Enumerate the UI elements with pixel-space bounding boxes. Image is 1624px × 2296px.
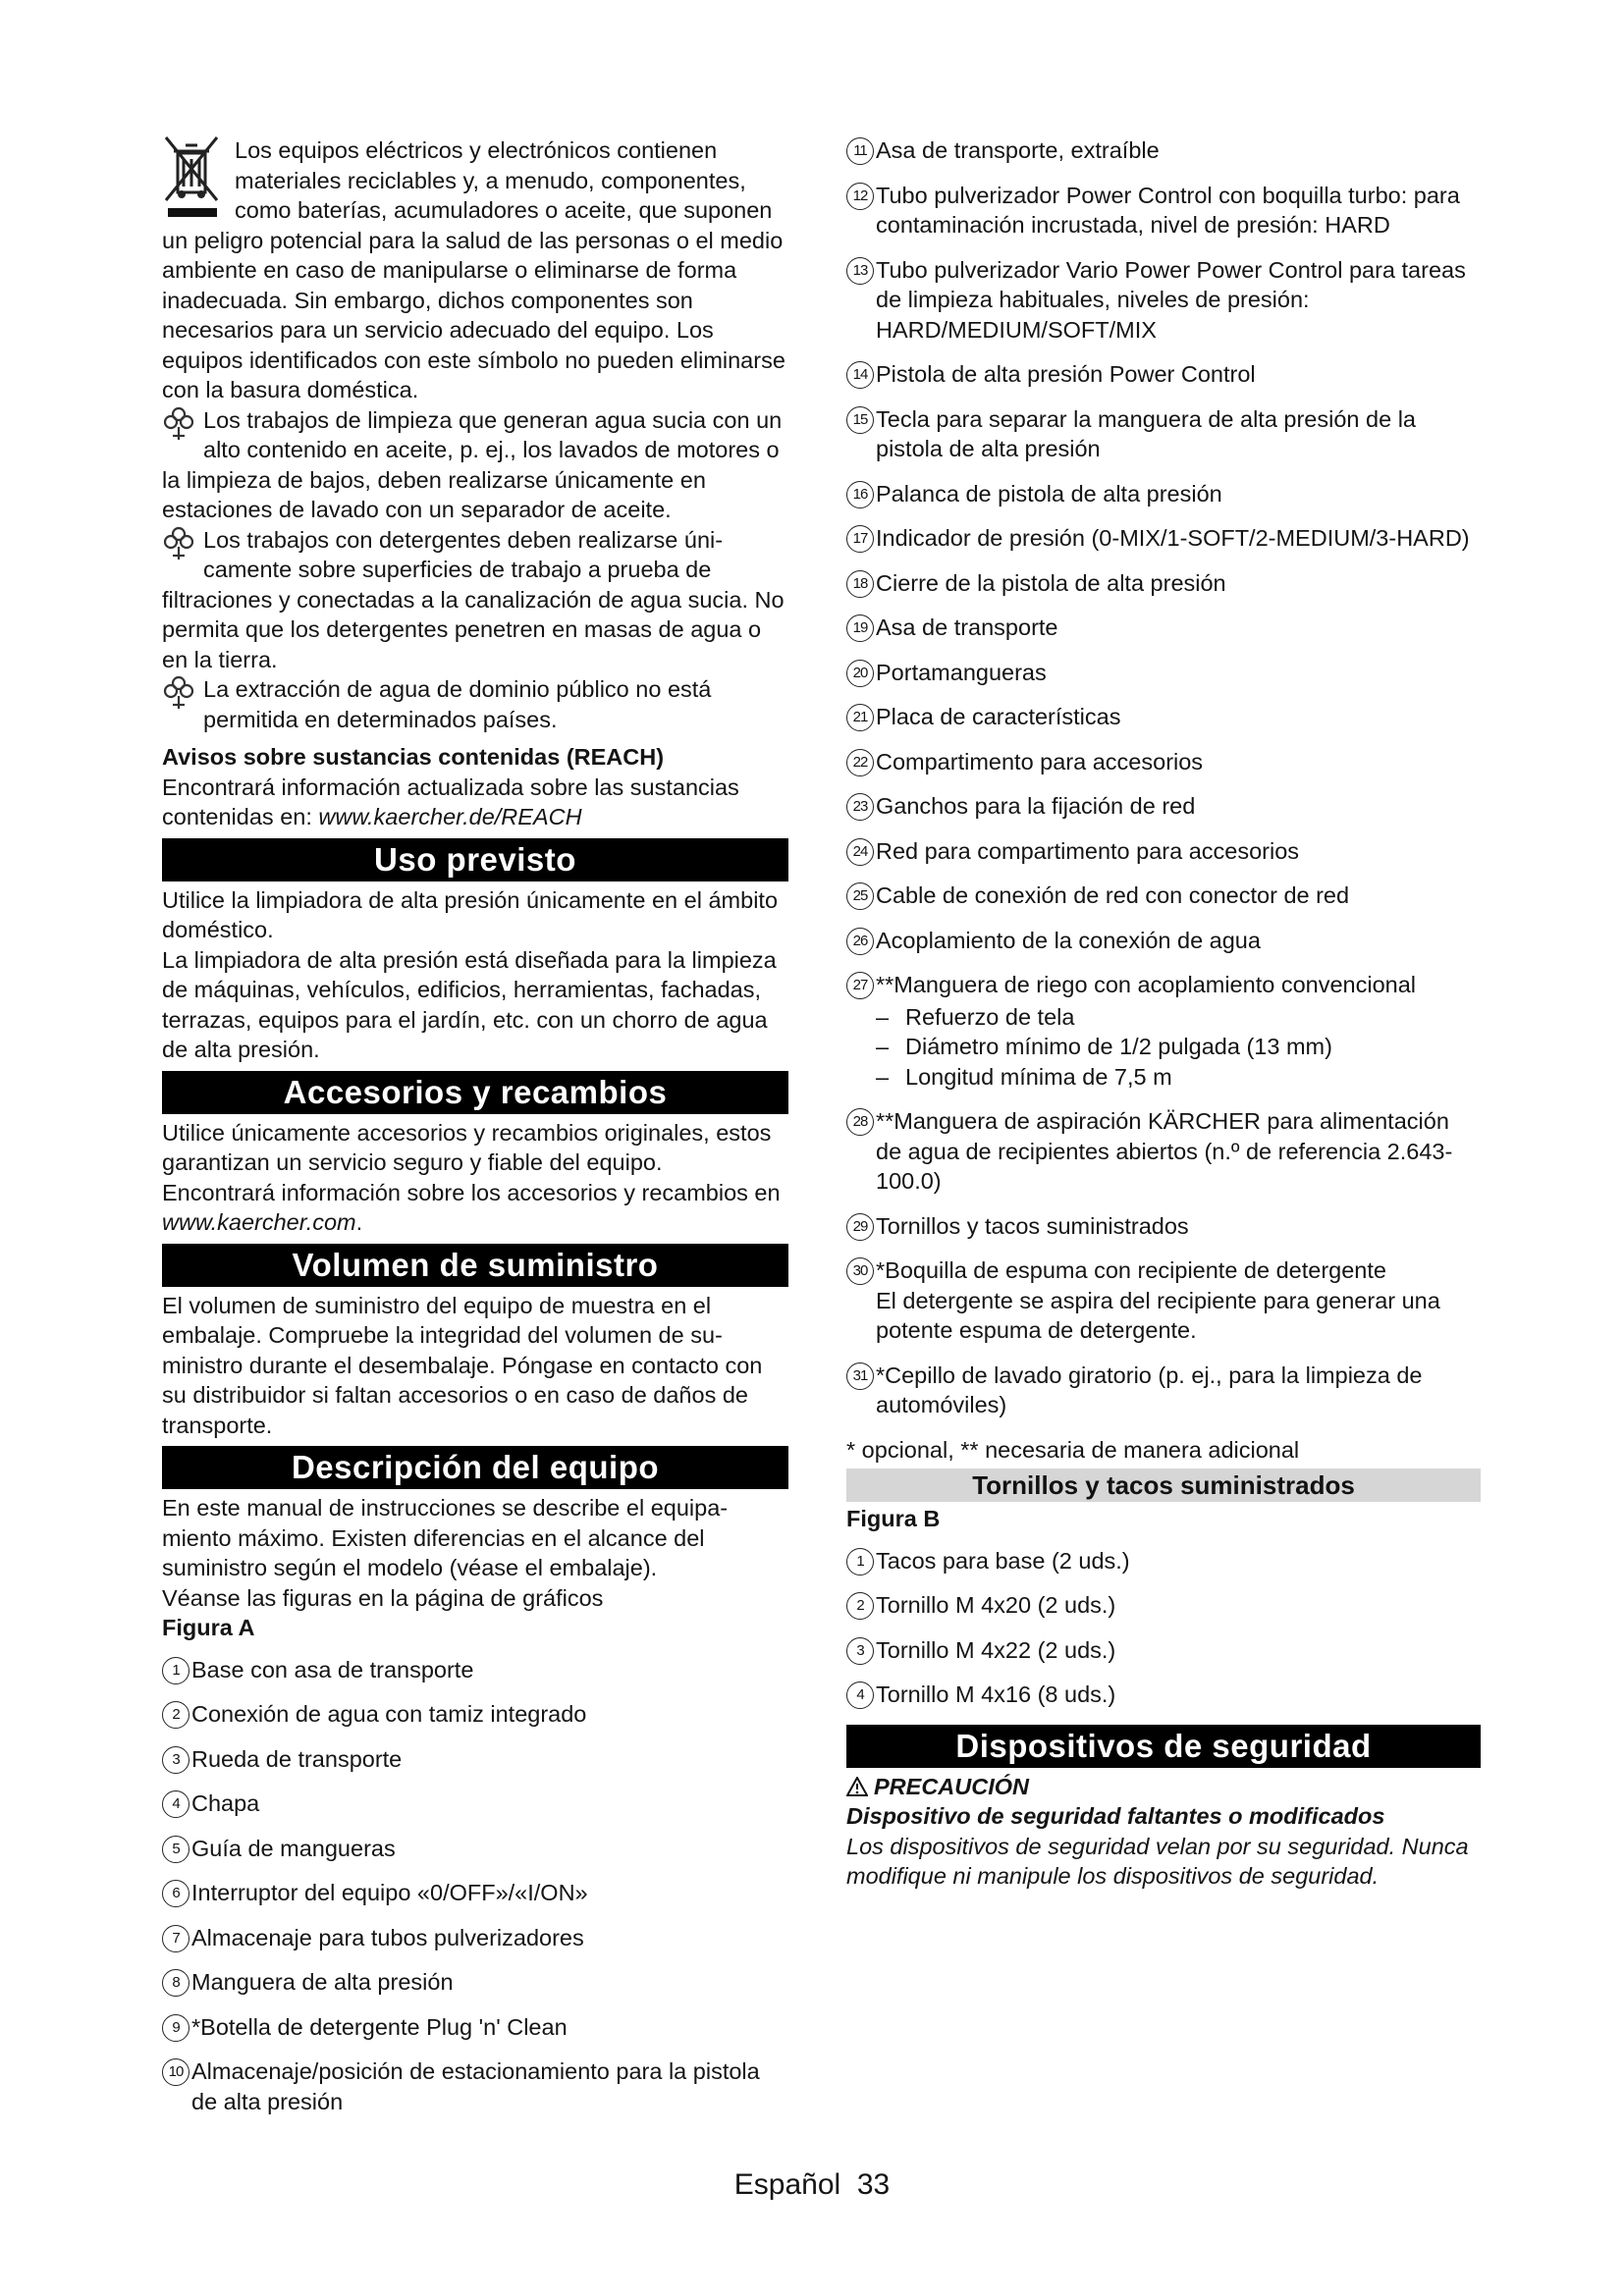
list-item: 4 Chapa <box>162 1789 788 1819</box>
uso-p2: La limpiadora de alta presión está diseñada para la limpieza de máquinas, vehículos, edificios, herramientas, fachadas, terrazas, equipos para el jardín, etc. con un chorro de agua de alta presión. <box>162 946 777 1062</box>
reach-link[interactable]: www.kaercher.de/REACH <box>318 804 582 829</box>
list-item: 12 Tubo pulverizador Power Control con boquilla turbo: para contaminación incrustada, nivel de presión: HARD <box>846 181 1481 240</box>
figure-b-list <box>846 1546 1481 1710</box>
list-item: 29 Tornillos y tacos suministrados <box>846 1211 1481 1242</box>
figure-b-label: Figura B <box>846 1506 941 1531</box>
desc-p2: Véanse las figuras en la página de gráficos <box>162 1584 604 1611</box>
list-item: 3 Tornillo M 4x22 (2 uds.) <box>846 1635 1481 1666</box>
subheading-tornillos: Tornillos y tacos suministrados <box>846 1468 1481 1502</box>
list-item: 11 Asa de transporte, extraíble <box>846 135 1481 166</box>
uso-p1: Utilice la limpiadora de alta presión únicamente en el ámbito doméstico. <box>162 886 779 942</box>
list-item: 15 Tecla para separar la manguera de alta presión de la pistola de alta presión <box>846 404 1481 464</box>
item-number: 8 <box>162 1969 189 1997</box>
requirement-item: – Longitud mínima de 7,5 m <box>876 1062 1481 1093</box>
page-footer: Español 33 <box>733 2168 891 2201</box>
item-number: 4 <box>846 1682 874 1709</box>
list-item: 23 Ganchos para la fijación de red <box>846 791 1481 822</box>
item-number: 2 <box>162 1701 189 1729</box>
list-item: 6 Interruptor del equipo «0/OFF»/«I/ON» <box>162 1878 788 1908</box>
item-number: 30 <box>846 1257 874 1285</box>
kaercher-link[interactable]: www.kaercher.com <box>162 1209 356 1235</box>
item-number: 28 <box>846 1108 874 1136</box>
reach-text: Encontrará información actualizada sobre las sustancias contenidas en: www.kaercher.de/REACH <box>162 774 739 829</box>
env-note-oil-text: Los trabajos de limpieza que generan agua sucia con un alto contenido en aceite, p. ej., los lavados de motores o la limpieza de bajos, deben realizarse únicamente en estaciones de lavado con un separador de aceite. <box>162 406 783 522</box>
env-note-water <box>162 674 788 734</box>
list-item: 21 Placa de características <box>846 702 1481 732</box>
item-number: 13 <box>846 257 874 285</box>
env-note-detergent-text: Los trabajos con detergentes deben realizarse únicamente sobre superficies de trabajo a prueba de filtraciones y conectadas a la canalización de agua sucia. No permita que los detergentes penetren en masas de agua o en la tierra. <box>162 526 785 672</box>
item-number: 12 <box>846 183 874 210</box>
weee-text: Los equipos eléctricos y electrónicos contienen materiales reciclables y, a menudo, componentes, como baterías, acumuladores o aceite, que suponen un peligro potencial para la salud de las personas o el medio ambiente en caso de manipularse o eliminarse de forma inadecuada. Sin embargo, dichos componentes son necesarios para un servicio adecuado del equipo. Los equipos identificados con este símbolo no pueden eliminarse con la basura doméstica. <box>162 137 785 402</box>
list-item: 2 Tornillo M 4x20 (2 uds.) <box>846 1590 1481 1621</box>
item-number: 21 <box>846 704 874 731</box>
environment-leaf-icon <box>162 674 195 712</box>
list-item: 10 Almacenaje/posición de estacionamiento para la pistola de alta presión <box>162 2056 788 2116</box>
item-number: 24 <box>846 838 874 866</box>
list-item: 22 Compartimento para accesorios <box>846 747 1481 777</box>
list-item: 2 Conexión de agua con tamiz integrado <box>162 1699 788 1730</box>
right-column <box>846 135 1481 1892</box>
list-item: 1 Base con asa de transporte <box>162 1655 788 1685</box>
list-item: 28 **Manguera de aspiración KÄRCHER para alimentación de agua de recipientes abiertos (n.º de referencia 2.643-100.0) <box>846 1106 1481 1197</box>
item-number: 18 <box>846 570 874 598</box>
requirement-item: – Diámetro mínimo de 1/2 pulgada (13 mm) <box>876 1032 1481 1062</box>
env-note-detergent <box>162 525 788 675</box>
list-item: 20 Portamangueras <box>846 658 1481 688</box>
item-number: 31 <box>846 1362 874 1390</box>
item-number: 27 <box>846 972 874 999</box>
caution-text: Los dispositivos de seguridad velan por su seguridad. Nunca modifique ni manipule los dispositivos de seguridad. <box>846 1833 1469 1889</box>
warning-triangle-icon <box>846 1774 868 1793</box>
item-number: 15 <box>846 406 874 434</box>
list-item: 7 Almacenaje para tubos pulverizadores <box>162 1923 788 1953</box>
list-item: 9 *Botella de detergente Plug 'n' Clean <box>162 2012 788 2043</box>
item-number: 11 <box>846 137 874 165</box>
item-number: 17 <box>846 525 874 553</box>
requirement-item: – Refuerzo de tela <box>876 1002 1481 1033</box>
crossed-bin-icon <box>160 132 225 222</box>
item-number: 7 <box>162 1925 189 1952</box>
acc-p1: Utilice únicamente accesorios y recambios originales, estos garantizan un servicio seguro y fiable del equipo. <box>162 1119 772 1175</box>
list-item: 13 Tubo pulverizador Vario Power Power Control para tareas de limpieza habituales, niveles de presión: HARD/MEDIUM/SOFT/MIX <box>846 255 1481 346</box>
item-number: 25 <box>846 882 874 910</box>
item-number: 26 <box>846 928 874 955</box>
list-item: 24 Red para compartimento para accesorios <box>846 836 1481 867</box>
item-number: 1 <box>846 1548 874 1575</box>
list-item: 26 Acoplamiento de la conexión de agua <box>846 926 1481 956</box>
vol-p: El volumen de suministro del equipo de muestra en el embalaje. Compruebe la integridad del volumen de suministro durante el desembalaje. Póngase en contacto con su distribuidor si faltan accesorios o en caso de daños de transporte. <box>162 1292 763 1438</box>
item-number: 9 <box>162 2014 189 2042</box>
environment-leaf-icon <box>162 405 195 443</box>
reach-title: Avisos sobre sustancias contenidas (REACH) <box>162 744 665 770</box>
list-item: 14 Pistola de alta presión Power Control <box>846 359 1481 390</box>
item-number: 23 <box>846 793 874 821</box>
item-number: 10 <box>162 2058 189 2086</box>
item-number: 6 <box>162 1880 189 1907</box>
footnote: * opcional, ** necesaria de manera adicional <box>846 1436 1300 1463</box>
item-number: 4 <box>162 1790 189 1818</box>
section-heading-volumen: Volumen de suministro <box>162 1244 788 1287</box>
item-number: 5 <box>162 1836 189 1863</box>
list-item: 18 Cierre de la pistola de alta presión <box>846 568 1481 599</box>
desc-p1: En este manual de instrucciones se describe el equipamiento máximo. Existen diferencias en el alcance del suministro según el modelo (véase el embalaje). <box>162 1495 729 1580</box>
figure-a-list <box>162 1655 788 2117</box>
list-item: 31 *Cepillo de lavado giratorio (p. ej., para la limpieza de automóviles) <box>846 1361 1481 1420</box>
item-number: 19 <box>846 614 874 642</box>
list-item: 5 Guía de mangueras <box>162 1834 788 1864</box>
item-number: 2 <box>846 1592 874 1620</box>
list-item: 1 Tacos para base (2 uds.) <box>846 1546 1481 1576</box>
list-item: 3 Rueda de transporte <box>162 1744 788 1775</box>
list-item: 16 Palanca de pistola de alta presión <box>846 479 1481 509</box>
section-heading-dispositivos: Dispositivos de seguridad <box>846 1725 1481 1768</box>
item-number: 16 <box>846 481 874 508</box>
section-heading-descripcion: Descripción del equipo <box>162 1446 788 1489</box>
figure-a-list-continued <box>846 135 1481 1420</box>
figure-a-label: Figura A <box>162 1615 255 1640</box>
list-item: 30 *Boquilla de espuma con recipiente de detergente El detergente se aspira del recipiente para generar una potente espuma de detergente. <box>846 1255 1481 1346</box>
list-item: 19 Asa de transporte <box>846 613 1481 643</box>
caution-label: PRECAUCIÓN <box>846 1772 1481 1802</box>
list-item: 25 Cable de conexión de red con conector de red <box>846 881 1481 911</box>
item-number: 1 <box>162 1657 189 1684</box>
list-item: 27 **Manguera de riego con acoplamiento convencional – Refuerzo de tela – Diámetro mínimo de 1/2 pulgada (13 mm) – Longitud mínima de 7,5 m <box>846 970 1481 1092</box>
list-item: 8 Manguera de alta presión <box>162 1967 788 1998</box>
hose-requirements-list <box>876 1002 1481 1093</box>
env-note-oil <box>162 405 788 525</box>
weee-block <box>162 135 788 405</box>
env-note-water-text: La extracción de agua de dominio público no está permitida en determinados países. <box>203 676 712 732</box>
item-number: 20 <box>846 660 874 687</box>
item-number: 22 <box>846 749 874 776</box>
list-item: 4 Tornillo M 4x16 (8 uds.) <box>846 1680 1481 1710</box>
environment-leaf-icon <box>162 525 195 562</box>
item-number: 14 <box>846 361 874 389</box>
item-number: 29 <box>846 1213 874 1241</box>
section-heading-uso-previsto: Uso previsto <box>162 838 788 881</box>
left-column <box>162 135 788 2131</box>
section-heading-accesorios: Accesorios y recambios <box>162 1071 788 1114</box>
item-number: 3 <box>162 1746 189 1774</box>
item-number: 3 <box>846 1637 874 1665</box>
caution-subtitle: Dispositivo de seguridad faltantes o modificados <box>846 1803 1385 1829</box>
list-item: 17 Indicador de presión (0-MIX/1-SOFT/2-MEDIUM/3-HARD) <box>846 523 1481 554</box>
acc-p2: Encontrará información sobre los accesorios y recambios en www.kaercher.com. <box>162 1179 781 1235</box>
